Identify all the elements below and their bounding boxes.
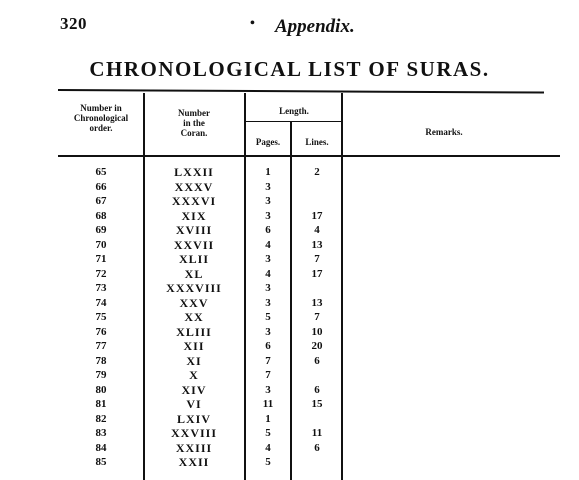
pages-cell: 1 bbox=[265, 166, 271, 178]
chronological-order-cell: 68 bbox=[95, 209, 107, 222]
table-row bbox=[0, 252, 579, 266]
pages-cell: 3 bbox=[265, 209, 271, 222]
table-row bbox=[0, 441, 579, 455]
table-row bbox=[0, 194, 579, 208]
chronological-order-cell: 74 bbox=[95, 296, 107, 309]
lines-cell bbox=[292, 368, 342, 382]
lines-cell: 2 bbox=[314, 166, 320, 178]
lines-cell bbox=[292, 281, 342, 295]
table-row bbox=[0, 209, 579, 223]
table-row bbox=[0, 339, 579, 353]
table-row bbox=[0, 368, 579, 382]
column-header-length: Length. bbox=[279, 106, 309, 116]
pages-cell: 4 bbox=[265, 441, 271, 454]
header-bottom-rule bbox=[58, 155, 560, 157]
lines-cell: 6 bbox=[314, 383, 320, 396]
table-row bbox=[0, 383, 579, 397]
table-row bbox=[0, 354, 579, 368]
pages-cell: 3 bbox=[265, 282, 271, 294]
lines-cell: 7 bbox=[314, 311, 320, 323]
pages-cell: 7 bbox=[265, 354, 271, 367]
sura-number-cell: XIV bbox=[181, 382, 207, 397]
pages-cell: 3 bbox=[265, 253, 271, 265]
column-header-chronological: Number in Chronological order. bbox=[73, 103, 129, 133]
pages-cell: 5 bbox=[265, 311, 271, 323]
chronological-order-cell: 69 bbox=[95, 224, 107, 236]
table-row bbox=[0, 455, 579, 469]
lines-cell: 6 bbox=[314, 354, 320, 367]
chronological-order-cell: 83 bbox=[95, 427, 107, 439]
table-row bbox=[0, 165, 579, 179]
page-title: CHRONOLOGICAL LIST OF SURAS. bbox=[89, 57, 490, 81]
pages-cell: 3 bbox=[265, 383, 271, 396]
pages-cell: 4 bbox=[265, 267, 271, 280]
length-subheader-rule bbox=[245, 121, 342, 122]
lines-cell: 17 bbox=[311, 209, 323, 222]
printer-mark: • bbox=[250, 16, 255, 31]
column-header-pages: Pages. bbox=[255, 137, 281, 147]
lines-cell: 17 bbox=[311, 267, 323, 280]
sura-number-cell: XXIII bbox=[175, 440, 213, 455]
lines-cell bbox=[292, 455, 342, 469]
lines-cell bbox=[292, 412, 342, 426]
lines-cell: 20 bbox=[311, 340, 323, 352]
pages-cell: 7 bbox=[265, 369, 271, 381]
pages-cell: 3 bbox=[265, 325, 271, 338]
sura-number-cell: XXII bbox=[178, 455, 210, 469]
pages-cell: 3 bbox=[265, 296, 271, 309]
running-title: Appendix. bbox=[275, 16, 355, 37]
lines-cell: 13 bbox=[311, 296, 323, 309]
sura-number-cell: VI bbox=[186, 397, 202, 411]
sura-number-cell: XL bbox=[184, 266, 204, 281]
chronological-order-cell: 85 bbox=[95, 456, 107, 468]
pages-cell: 3 bbox=[265, 180, 271, 193]
sura-number-cell: XXVII bbox=[173, 237, 215, 252]
sura-number-cell: XXVIII bbox=[170, 426, 217, 440]
table-row bbox=[0, 310, 579, 324]
chronological-order-cell: 65 bbox=[95, 166, 107, 178]
chronological-order-cell: 84 bbox=[95, 441, 107, 454]
sura-number-cell: XXXV bbox=[174, 179, 214, 194]
chronological-order-cell: 75 bbox=[95, 311, 107, 323]
chronological-order-cell: 82 bbox=[95, 412, 107, 425]
column-header-remarks: Remarks. bbox=[425, 127, 463, 137]
sura-number-cell: XXXVI bbox=[171, 194, 217, 208]
sura-number-cell: XIX bbox=[181, 208, 207, 223]
table-row bbox=[0, 281, 579, 295]
pages-cell: 1 bbox=[265, 412, 271, 425]
lines-cell: 4 bbox=[314, 224, 320, 236]
table-row bbox=[0, 296, 579, 310]
sura-number-cell: XVIII bbox=[175, 223, 213, 237]
sura-number-cell: XX bbox=[184, 310, 204, 324]
table-row bbox=[0, 223, 579, 237]
pages-cell: 6 bbox=[265, 224, 271, 236]
table-row bbox=[0, 412, 579, 426]
chronological-order-cell: 77 bbox=[95, 340, 107, 352]
sura-number-cell: LXXII bbox=[174, 165, 214, 179]
lines-cell: 10 bbox=[311, 325, 323, 338]
sura-number-cell: XLII bbox=[178, 252, 209, 266]
pages-cell: 6 bbox=[265, 340, 271, 352]
table-row bbox=[0, 267, 579, 281]
pages-cell: 11 bbox=[262, 398, 274, 410]
lines-cell bbox=[292, 194, 342, 208]
pages-cell: 5 bbox=[265, 427, 271, 439]
chronological-order-cell: 67 bbox=[95, 195, 107, 207]
table-row bbox=[0, 180, 579, 194]
chronological-order-cell: 72 bbox=[95, 267, 107, 280]
lines-cell bbox=[292, 180, 342, 194]
sura-number-cell: XXXVIII bbox=[166, 281, 222, 295]
lines-cell: 6 bbox=[314, 441, 320, 454]
chronological-order-cell: 78 bbox=[95, 354, 107, 367]
page-number: 320 bbox=[60, 14, 87, 33]
lines-cell: 7 bbox=[314, 253, 320, 265]
table-row bbox=[0, 397, 579, 411]
column-header-lines: Lines. bbox=[305, 137, 329, 147]
table-row bbox=[0, 325, 579, 339]
chronological-order-cell: 70 bbox=[95, 238, 107, 251]
lines-cell: 11 bbox=[311, 427, 323, 439]
pages-cell: 3 bbox=[265, 195, 271, 207]
chronological-order-cell: 73 bbox=[95, 282, 107, 294]
table-row bbox=[0, 238, 579, 252]
sura-number-cell: XI bbox=[186, 353, 202, 368]
lines-cell: 13 bbox=[311, 238, 323, 251]
column-header-coran: Number in the Coran. bbox=[178, 108, 210, 138]
table-row bbox=[0, 426, 579, 440]
pages-cell: 4 bbox=[265, 238, 271, 251]
chronological-order-cell: 80 bbox=[95, 383, 107, 396]
chronological-order-cell: 81 bbox=[95, 398, 107, 410]
table-top-rule bbox=[58, 89, 544, 94]
sura-number-cell: XLIII bbox=[176, 324, 212, 339]
sura-number-cell: X bbox=[189, 368, 199, 382]
chronological-order-cell: 79 bbox=[95, 369, 107, 381]
sura-number-cell: XXV bbox=[179, 295, 209, 310]
chronological-order-cell: 71 bbox=[95, 253, 107, 265]
lines-cell: 15 bbox=[311, 398, 323, 410]
sura-number-cell: LXIV bbox=[176, 411, 211, 426]
chronological-order-cell: 66 bbox=[95, 180, 107, 193]
chronological-order-cell: 76 bbox=[95, 325, 107, 338]
pages-cell: 5 bbox=[265, 456, 271, 468]
sura-number-cell: XII bbox=[183, 339, 205, 353]
